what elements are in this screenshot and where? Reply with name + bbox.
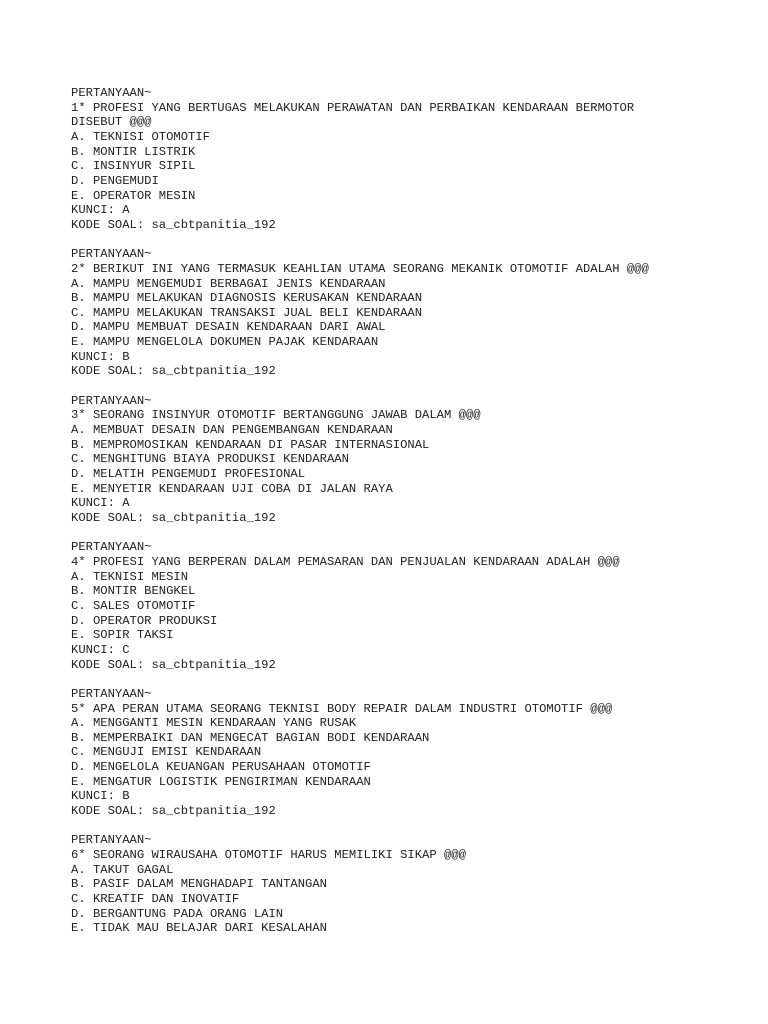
question-code: KODE SOAL: sa_cbtpanitia_192 (71, 217, 276, 232)
option-b: B. MEMPROMOSIKAN KENDARAAN DI PASAR INTERNASIONAL (71, 437, 430, 452)
answer-key: KUNCI: A (71, 203, 130, 218)
question-block-6 (71, 833, 761, 936)
answer-key: KUNCI: B (71, 789, 130, 804)
option-a: A. MAMPU MENGEMUDI BERBAGAI JENIS KENDARAAN (71, 276, 386, 291)
question-block-3 (71, 394, 761, 526)
option-c: C. MAMPU MELAKUKAN TRANSAKSI JUAL BELI KENDARAAN (71, 305, 423, 320)
option-a: A. TEKNISI OTOMOTIF (71, 129, 210, 144)
question-code: KODE SOAL: sa_cbtpanitia_192 (71, 657, 276, 672)
option-c: C. SALES OTOMOTIF (71, 598, 196, 613)
option-a: A. TAKUT GAGAL (71, 862, 174, 877)
option-b: B. MEMPERBAIKI DAN MENGECAT BAGIAN BODI KENDARAAN (71, 730, 430, 745)
question-header: PERTANYAAN~ (71, 86, 152, 100)
answer-key: KUNCI: B (71, 349, 130, 364)
option-e: E. TIDAK MAU BELAJAR DARI KESALAHAN (71, 921, 327, 936)
question-code: KODE SOAL: sa_cbtpanitia_192 (71, 511, 276, 525)
option-e: E. OPERATOR MESIN (71, 188, 196, 203)
question-header: PERTANYAAN~ (71, 833, 152, 848)
option-a: A. MENGGANTI MESIN KENDARAAN YANG RUSAK (71, 716, 357, 731)
option-d: D. BERGANTUNG PADA ORANG LAIN (71, 906, 284, 921)
option-d: D. OPERATOR PRODUKSI (71, 613, 218, 628)
option-a: A. MEMBUAT DESAIN DAN PENGEMBANGAN KENDARAAN (71, 423, 393, 438)
option-e: E. SOPIR TAKSI (71, 628, 174, 643)
question-header: PERTANYAAN~ (71, 686, 152, 701)
option-b: B. MAMPU MELAKUKAN DIAGNOSIS KERUSAKAN KENDARAAN (71, 291, 423, 306)
option-b: B. PASIF DALAM MENGHADAPI TANTANGAN (71, 877, 327, 892)
option-d: D. MELATIH PENGEMUDI PROFESIONAL (71, 467, 306, 482)
option-c: C. MENGHITUNG BIAYA PRODUKSI KENDARAAN (71, 452, 349, 467)
option-e: E. MAMPU MENGELOLA DOKUMEN PAJAK KENDARAAN (71, 335, 379, 350)
question-prompt: 6* SEORANG WIRAUSAHA OTOMOTIF HARUS MEMILIKI SIKAP @@@ (71, 848, 466, 863)
option-c: C. INSINYUR SIPIL (71, 159, 196, 174)
question-prompt: 5* APA PERAN UTAMA SEORANG TEKNISI BODY REPAIR DALAM INDUSTRI OTOMOTIF @@@ (71, 701, 613, 716)
option-b: B. MONTIR LISTRIK (71, 144, 196, 159)
question-code: KODE SOAL: sa_cbtpanitia_192 (71, 804, 276, 819)
question-header: PERTANYAAN~ (71, 540, 152, 555)
document-page (71, 86, 761, 951)
question-block-4 (71, 540, 761, 672)
option-d: D. MENGELOLA KEUANGAN PERUSAHAAN OTOMOTIF (71, 760, 371, 775)
question-header: PERTANYAAN~ (71, 247, 152, 262)
option-e: E. MENGATUR LOGISTIK PENGIRIMAN KENDARAAN (71, 774, 371, 789)
option-c: C. KREATIF DAN INOVATIF (71, 892, 240, 907)
question-prompt: 4* PROFESI YANG BERPERAN DALAM PEMASARAN DAN PENJUALAN KENDARAAN ADALAH @@@ (71, 554, 620, 569)
option-e: E. MENYETIR KENDARAAN UJI COBA DI JALAN RAYA (71, 481, 393, 496)
question-prompt: 2* BERIKUT INI YANG TERMASUK KEAHLIAN UTAMA SEORANG MEKANIK OTOMOTIF ADALAH @@@ (71, 261, 649, 276)
option-a: A. TEKNISI MESIN (71, 569, 189, 584)
question-header: PERTANYAAN~ (71, 393, 152, 408)
question-block-2 (71, 247, 761, 379)
answer-key: KUNCI: A (71, 496, 130, 511)
answer-key: KUNCI: C (71, 642, 130, 657)
question-block-5 (71, 687, 761, 819)
question-prompt: 3* SEORANG INSINYUR OTOMOTIF BERTANGGUNG JAWAB DALAM @@@ (71, 408, 481, 423)
question-code: KODE SOAL: sa_cbtpanitia_192 (71, 364, 276, 379)
question-block-1 (71, 86, 761, 233)
question-prompt: 1* PROFESI YANG BERTUGAS MELAKUKAN PERAWATAN DAN PERBAIKAN KENDARAAN BERMOTOR DISEBUT @@@ (71, 100, 642, 130)
option-d: D. MAMPU MEMBUAT DESAIN KENDARAAN DARI AWAL (71, 320, 386, 335)
option-b: B. MONTIR BENGKEL (71, 584, 196, 599)
option-d: D. PENGEMUDI (71, 173, 159, 188)
option-c: C. MENGUJI EMISI KENDARAAN (71, 745, 262, 760)
